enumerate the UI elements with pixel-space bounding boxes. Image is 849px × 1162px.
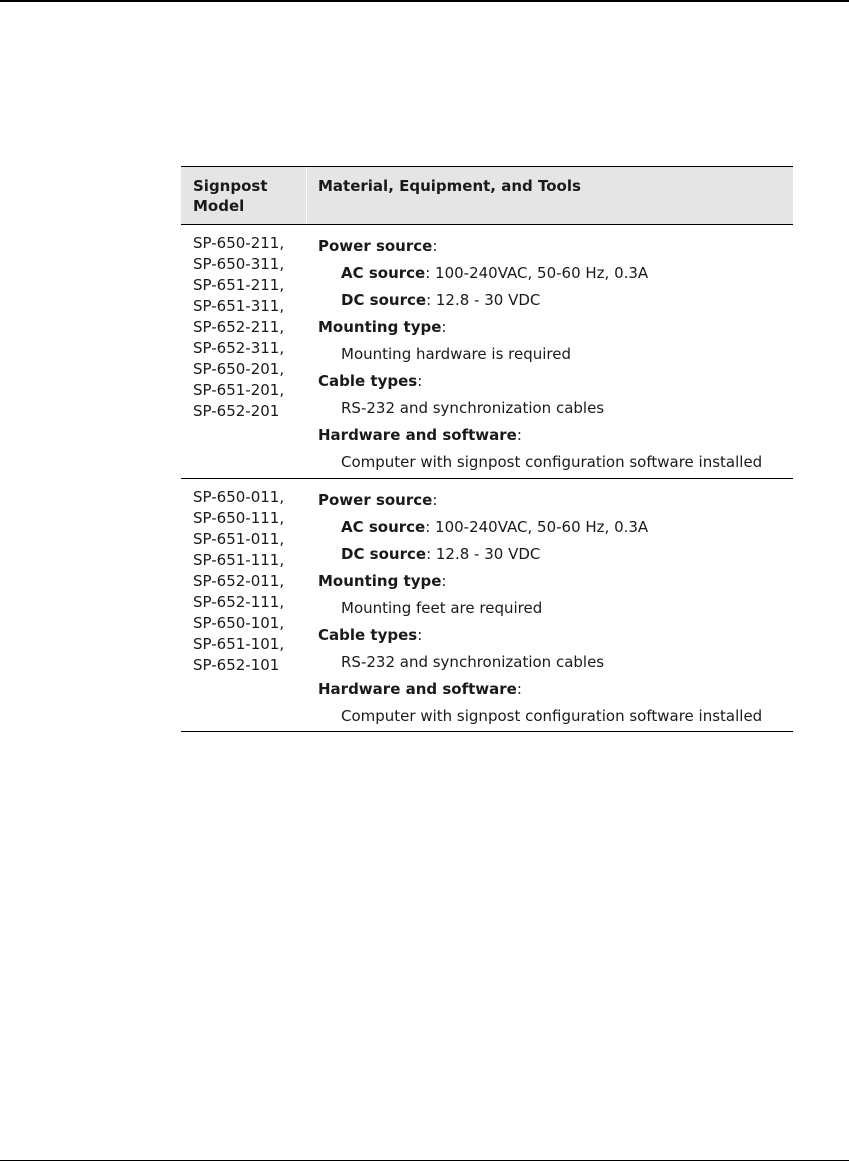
- dc-source-label: DC source: [341, 291, 427, 309]
- model-number: SP-651-311,: [193, 297, 285, 315]
- model-number: SP-652-111,: [193, 593, 285, 611]
- mounting-type-line: Mounting type:: [318, 572, 447, 590]
- model-number: SP-651-011,: [193, 530, 285, 548]
- cable-types-value: RS-232 and synchronization cables: [341, 653, 605, 671]
- model-number: SP-652-311,: [193, 339, 285, 357]
- model-number: SP-652-211,: [193, 318, 285, 336]
- model-number: SP-652-201: [193, 402, 280, 420]
- ac-source-value: : 100-240VAC, 50-60 Hz, 0.3A: [425, 518, 649, 536]
- ac-source-line: [318, 260, 793, 287]
- cable-types-line: Cable types:: [318, 626, 423, 644]
- dc-source-value: : 12.8 - 30 VDC: [426, 291, 541, 309]
- ac-source-value: : 100-240VAC, 50-60 Hz, 0.3A: [425, 264, 649, 282]
- requirements-cell: [307, 225, 793, 478]
- dc-source-value: : 12.8 - 30 VDC: [426, 545, 541, 563]
- table-header: [181, 167, 793, 225]
- model-number: SP-650-211,: [193, 234, 285, 252]
- cable-types-label: Cable types: [318, 626, 418, 644]
- cable-types-value: RS-232 and synchronization cables: [341, 399, 605, 417]
- bottom-rule: [0, 1160, 849, 1161]
- power-source-label: Power source: [318, 491, 433, 509]
- mounting-type-value: Mounting hardware is required: [341, 345, 571, 363]
- top-rule: [0, 0, 849, 2]
- model-number: SP-650-101,: [193, 614, 285, 632]
- header-model-line2: Model: [193, 197, 245, 215]
- header-signpost-model: [181, 167, 307, 224]
- dc-source-label: DC source: [341, 545, 427, 563]
- table-row: [181, 225, 793, 478]
- power-source-line: Power source:: [318, 491, 438, 509]
- mounting-type-label: Mounting type: [318, 318, 442, 336]
- table-row: [181, 478, 793, 731]
- dc-source-line: [318, 287, 793, 314]
- model-number: SP-652-011,: [193, 572, 285, 590]
- ac-source-line: [318, 514, 793, 541]
- requirements-table: [181, 166, 793, 732]
- hardware-software-value: Computer with signpost configuration software installed: [341, 707, 763, 725]
- model-number: SP-651-201,: [193, 381, 285, 399]
- model-number: SP-650-111,: [193, 509, 285, 527]
- model-number: SP-650-311,: [193, 255, 285, 273]
- hardware-software-line: Hardware and software:: [318, 680, 522, 698]
- model-number: SP-652-101: [193, 656, 280, 674]
- cable-types-label: Cable types: [318, 372, 418, 390]
- mounting-type-line: Mounting type:: [318, 318, 447, 336]
- hardware-software-label: Hardware and software: [318, 680, 517, 698]
- hardware-software-value: Computer with signpost configuration software installed: [341, 453, 763, 471]
- model-list: [181, 479, 307, 731]
- model-number: SP-650-011,: [193, 488, 285, 506]
- hardware-software-label: Hardware and software: [318, 426, 517, 444]
- hardware-software-line: Hardware and software:: [318, 426, 522, 444]
- model-number: SP-650-201,: [193, 360, 285, 378]
- cable-types-line: Cable types:: [318, 372, 423, 390]
- requirements-cell: [307, 479, 793, 731]
- model-number: SP-651-111,: [193, 551, 285, 569]
- mounting-type-label: Mounting type: [318, 572, 442, 590]
- header-material: Material, Equipment, and Tools: [318, 177, 581, 195]
- model-number: SP-651-211,: [193, 276, 285, 294]
- power-source-line: Power source:: [318, 237, 438, 255]
- mounting-type-value: Mounting feet are required: [341, 599, 543, 617]
- model-list: [181, 225, 307, 478]
- dc-source-line: [318, 541, 793, 568]
- ac-source-label: AC source: [341, 518, 426, 536]
- power-source-label: Power source: [318, 237, 433, 255]
- header-model-line1: Signpost: [193, 177, 268, 195]
- ac-source-label: AC source: [341, 264, 426, 282]
- model-number: SP-651-101,: [193, 635, 285, 653]
